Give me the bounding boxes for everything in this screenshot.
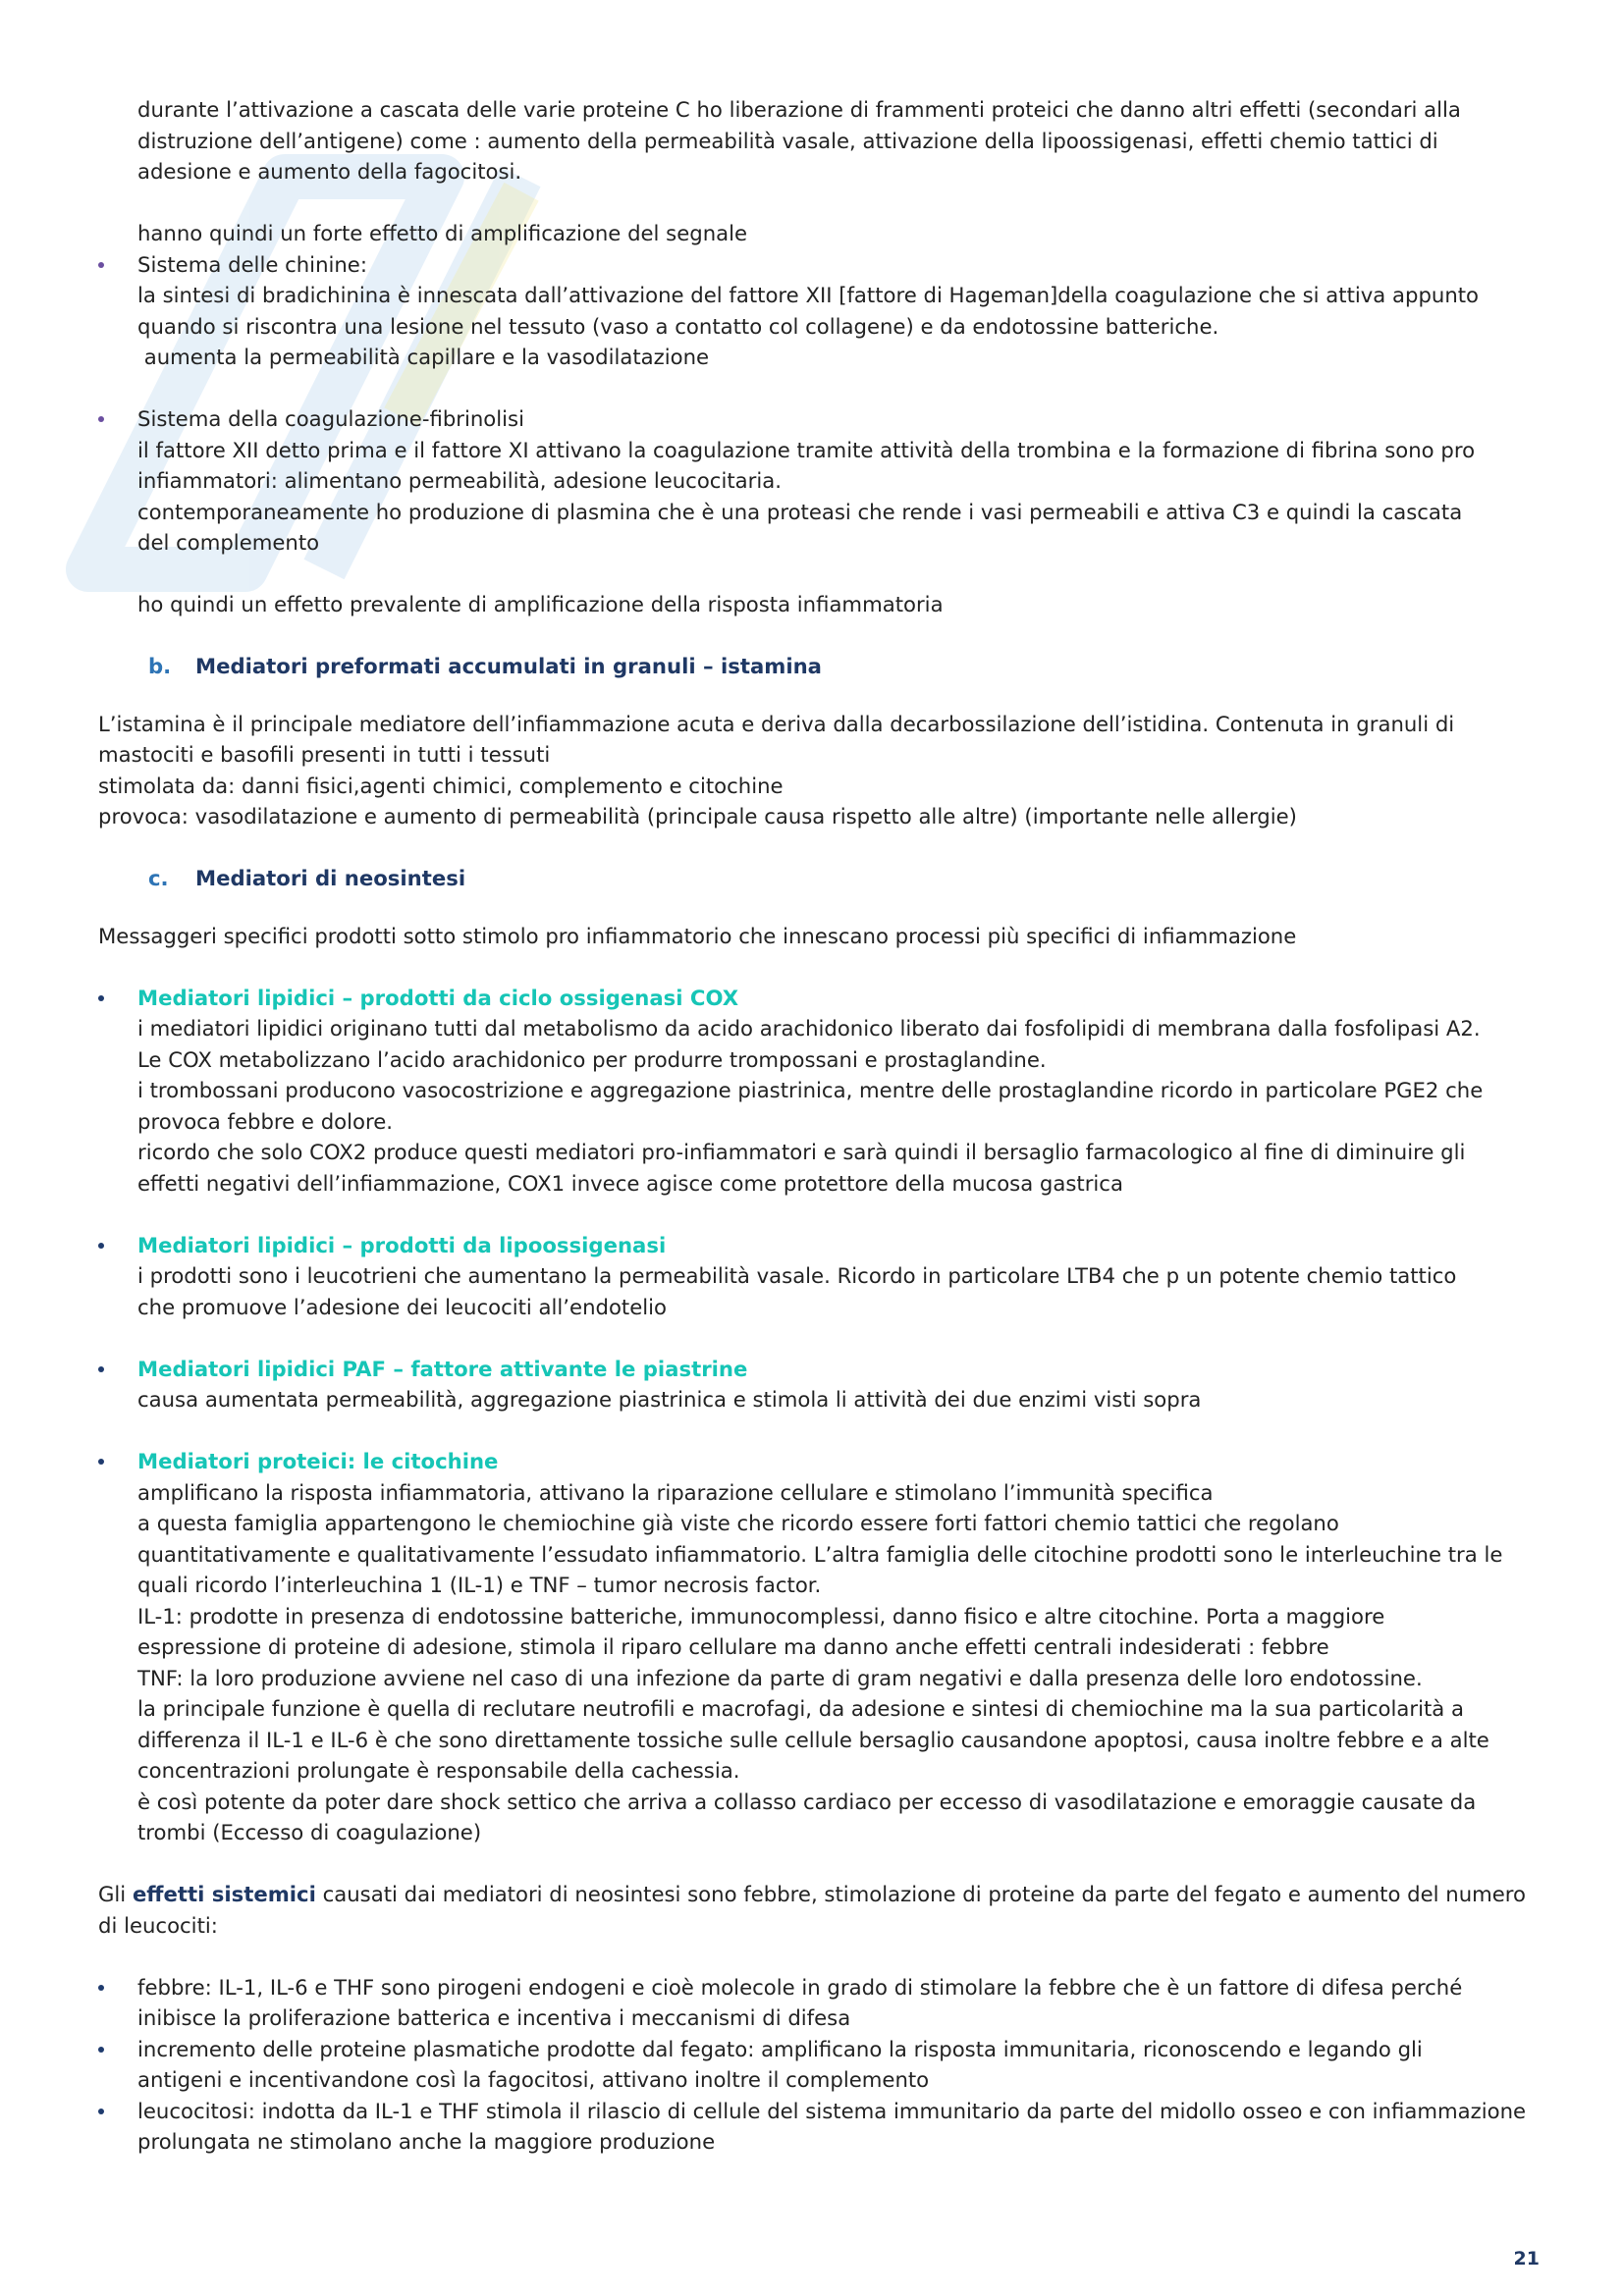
document-body: [98, 94, 1542, 2158]
text-line: incremento delle proteine plasmatiche prodotte dal fegato: amplificano la risposta immunitaria, riconoscendo e legando gli: [137, 2036, 1423, 2061]
section-heading-c: [148, 863, 1542, 894]
list-item-lipoossigenasi: [98, 1230, 1542, 1323]
text-line: la principale funzione è quella di reclutare neutrofili e macrofagi, da adesione e sintesi di chemiochine ma la sua particolarità a: [137, 1696, 1465, 1721]
text-line: ricordo che solo COX2 produce questi mediatori pro-infiammatori e sarà quindi il bersaglio farmacologico al fine di diminuire gli: [137, 1140, 1466, 1164]
text-line: IL-1: prodotte in presenza di endotossine batteriche, immunocomplessi, danno fisico e altre citochine. Porta a maggiore: [137, 1603, 1385, 1629]
text-line: causa aumentata permeabilità, aggregazione piastrinica e stimola li attività dei due enzimi visti sopra: [137, 1387, 1202, 1412]
list-item-coagulazione: [98, 403, 1542, 620]
section-letter: b.: [148, 654, 172, 678]
bullet-icon: [98, 262, 104, 268]
text-line: L’istamina è il principale mediatore dell’infiammazione acuta e deriva dalla decarbossilazione dell’istidina. Contenuta in granuli di: [98, 711, 1455, 736]
text-line: i mediatori lipidici originano tutti dal metabolismo da acido arachidonico liberato dai fosfolipidi di membrana dalla fosfolipasi A2.: [137, 1016, 1481, 1041]
text-line: a questa famiglia appartengono le chemiochine già viste che ricordo essere forti fattori chemio tattici che regolano: [137, 1511, 1339, 1535]
text-line: mastociti e basofili presenti in tutti i tessuti: [98, 742, 551, 767]
text-line: antigeni e incentivandone così la fagocitosi, attivano inoltre il complemento: [137, 2067, 930, 2092]
text-line: effetti negativi dell’infiammazione, COX1 invece agisce come protettore della mucosa gastrica: [137, 1170, 1123, 1196]
complement-paragraph: [137, 94, 1542, 249]
text-line: adesione e aumento della fagocitosi.: [137, 159, 522, 184]
text-line: inibisce la proliferazione batterica e incentiva i meccanismi di difesa: [137, 2005, 851, 2030]
text-line: quali ricordo l’interleuchina 1 (IL-1) e TNF – tumor necrosis factor.: [137, 1573, 822, 1597]
sistemici-intro: [98, 1879, 1542, 1910]
text-line: contemporaneamente ho produzione di plasmina che è una proteasi che rende i vasi permeabili e attiva C3 e quindi la cascata: [137, 499, 1463, 524]
text-line: TNF: la loro produzione avviene nel caso di una infezione da parte di gram negativi e dalla presenza delle loro endotossine.: [137, 1665, 1423, 1690]
text-line: amplificano la risposta infiammatoria, attivano la riparazione cellulare e stimolano l’immunità specifica: [137, 1479, 1214, 1505]
text-fragment: causati dai mediatori di neosintesi sono febbre, stimolazione di proteine da parte del fegato e aumento del numero: [315, 1882, 1527, 1906]
section-letter: c.: [148, 866, 169, 890]
item-title: Mediatori lipidici – prodotti da lipoossigenasi: [137, 1232, 667, 1257]
text-line: hanno quindi un forte effetto di amplificazione del segnale: [137, 221, 748, 245]
item-title: Mediatori lipidici PAF – fattore attivante le piastrine: [137, 1356, 748, 1381]
bullet-icon: [98, 2109, 104, 2114]
list-item-paf: [98, 1354, 1542, 1415]
text-line: stimolata da: danni fisici,agenti chimici, complemento e citochine: [98, 773, 784, 798]
text-line: leucocitosi: indotta da IL-1 e THF stimola il rilascio di cellule del sistema immunitario da parte del midollo osseo e con infiammazione: [137, 2098, 1527, 2123]
text-line: di leucociti:: [98, 1912, 218, 1938]
bullet-icon: [98, 995, 104, 1001]
text-line: del complemento: [137, 530, 320, 555]
item-title: Mediatori lipidici – prodotti da ciclo ossigenasi COX: [137, 985, 739, 1010]
text-line: aumenta la permeabilità capillare e la vasodilatazione: [137, 345, 710, 369]
text-fragment: Gli: [98, 1882, 133, 1906]
text-line: distruzione dell’antigene) come : aumento della permeabilità vasale, attivazione della lipoossigenasi, effetti chemio tattici di: [137, 128, 1438, 153]
item-title: Sistema delle chinine:: [137, 251, 367, 277]
text-line: la sintesi di bradichinina è innescata dall’attivazione del fattore XII [fattore di Hageman]della coagulazione che si attiva appunto: [137, 283, 1480, 307]
text-line: il fattore XII detto prima e il fattore XI attivano la coagulazione tramite attività della trombina e la formazione di fibrina sono pro: [137, 437, 1476, 462]
text-line: Messaggeri specifici prodotti sotto stimolo pro infiammatorio che innescano processi più specifici di infiammazione: [98, 923, 1297, 948]
bullet-icon: [98, 1366, 104, 1372]
text-line: infiammatori: alimentano permeabilità, adesione leucocitaria.: [137, 468, 782, 493]
text-line: concentrazioni prolungate è responsabile della cachessia.: [137, 1758, 740, 1783]
section-title: Mediatori di neosintesi: [195, 866, 466, 890]
text-line: differenza il IL-1 e IL-6 è che sono direttamente tossiche sulle cellule bersaglio causandone apoptosi, causa inoltre febbre e a alte: [137, 1727, 1489, 1752]
text-line: prolungata ne stimolano anche la maggiore produzione: [137, 2129, 716, 2154]
bold-term: effetti sistemici: [132, 1882, 316, 1906]
item-title: Sistema della coagulazione-fibrinolisi: [137, 406, 524, 431]
bullet-icon: [98, 2047, 104, 2053]
text-line: provoca febbre e dolore.: [137, 1108, 393, 1134]
text-line: provoca: vasodilatazione e aumento di permeabilità (principale causa rispetto alle altre) (importante nelle allergie): [98, 804, 1297, 828]
text-line: ho quindi un effetto prevalente di amplificazione della risposta infiammatoria: [137, 592, 944, 616]
bullet-icon: [98, 1985, 104, 1991]
text-line: quando si riscontra una lesione nel tessuto (vaso a contatto col collagene) e da endotossine batteriche.: [137, 313, 1219, 339]
list-item-leucocitosi: [98, 2096, 1542, 2158]
text-line: è così potente da poter dare shock settico che arriva a collasso cardiaco per eccesso di vasodilatazione e emoraggie causate da: [137, 1789, 1477, 1814]
section-title: Mediatori preformati accumulati in granuli – istamina: [195, 654, 822, 678]
text-line: Le COX metabolizzano l’acido arachidonico per produrre trompossani e prostaglandine.: [137, 1046, 1047, 1072]
text-line: trombi (Eccesso di coagulazione): [137, 1820, 482, 1844]
text-line: durante l’attivazione a cascata delle varie proteine C ho liberazione di frammenti proteici che danno altri effetti (secondari alla: [137, 97, 1461, 122]
text-line: quantitativamente e qualitativamente l’essudato infiammatorio. L’altra famiglia delle citochine prodotti sono le interleuchine tra le: [137, 1541, 1503, 1567]
bullet-icon: [98, 1243, 104, 1249]
page-number: 21: [1513, 2248, 1540, 2269]
text-line: i prodotti sono i leucotrieni che aumentano la permeabilità vasale. Ricordo in particolare LTB4 che p un potente chemio tattico: [137, 1263, 1457, 1288]
list-item-cox: [98, 983, 1542, 1200]
list-item-proteine: [98, 2034, 1542, 2096]
section-heading-b: [148, 651, 1542, 682]
list-item-citochine: [98, 1446, 1542, 1848]
list-item-chinine: [98, 249, 1542, 373]
list-item-febbre: [98, 1972, 1542, 2034]
text-line: febbre: IL-1, IL-6 e THF sono pirogeni endogeni e cioè molecole in grado di stimolare la febbre che è un fattore di difesa perché: [137, 1974, 1463, 2000]
text-line: espressione di proteine di adesione, stimola il riparo cellulare ma danno anche effetti centrali indesiderati : febbre: [137, 1634, 1329, 1659]
bullet-icon: [98, 416, 104, 422]
text-line: che promuove l’adesione dei leucociti all’endotelio: [137, 1294, 667, 1319]
bullet-icon: [98, 1459, 104, 1465]
item-title: Mediatori proteici: le citochine: [137, 1449, 499, 1473]
text-line: i trombossani producono vasocostrizione e aggregazione piastrinica, mentre delle prostaglandine ricordo in particolare PGE2 che: [137, 1078, 1484, 1102]
